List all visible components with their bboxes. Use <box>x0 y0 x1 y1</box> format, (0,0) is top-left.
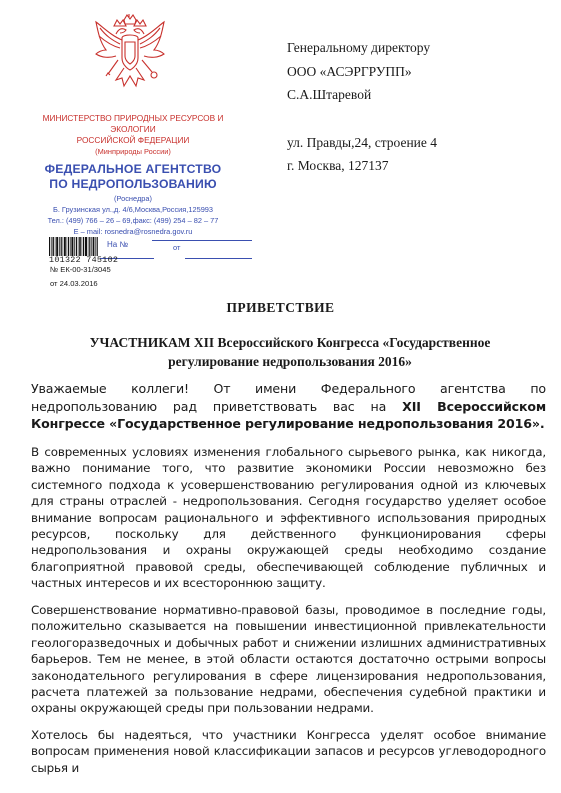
agency-phones: Тел.: (499) 766 – 26 – 69,факс: (499) 254 – 82 – 77 <box>47 216 219 225</box>
ministry-abbr: (Минприроды России) <box>95 147 171 156</box>
subtitle-line2: регулирование недропользования 2016» <box>168 354 412 369</box>
paragraph-4: Хотелось бы надеяться, что участники Конгресса уделят особое внимание вопросам применения новой классификации запасов и ресурсов углеводородного сырья и <box>31 728 546 775</box>
agency-name <box>28 162 238 192</box>
addressee-position: Генеральному директору <box>287 40 431 55</box>
letterhead-block <box>28 113 238 237</box>
registration-date: от 24.03.2016 <box>50 279 98 288</box>
paragraph-greeting <box>31 380 546 433</box>
barcode <box>49 237 99 256</box>
addressee-address <box>287 131 437 177</box>
addressee-street: ул. Правды,24, строение 4 <box>287 135 438 150</box>
document-subtitle <box>70 333 510 371</box>
ministry-name-line1: МИНИСТЕРСТВО ПРИРОДНЫХ РЕСУРСОВ И ЭКОЛОГИИ <box>42 113 224 134</box>
agency-email: E – mail: rosnedra@rosnedra.gov.ru <box>73 227 193 236</box>
coat-of-arms-emblem <box>92 14 168 100</box>
addressee <box>287 36 430 107</box>
ref-date-line <box>185 249 252 259</box>
agency-name-line1: ФЕДЕРАЛЬНОЕ АГЕНТСТВО <box>44 162 222 176</box>
paragraph-2: В современных условиях изменения глобального сырьевого рынка, как никогда, важно понимание того, что развитие экономики России невозможно без системного подхода к усовершенствованию регулирования одной из ключевых для страны отраслей - недропользования. Сегодня государство уделяет особое внимание вопросам рационального и эффективного использования природных ресурсов, поскольку для действенного функционирования сферы недропользования и охраны окружающей среды необходимо создание благоприятной правовой среды, обеспечивающей соблюдение публичных и частных интересов и их всестороннюю защиту. <box>31 445 546 591</box>
ref-na-label: На № <box>107 240 129 249</box>
paragraph-3: Совершенствование нормативно-правовой базы, проводимое в последние годы, положительно сказывается на повышении инвестиционной привлекательности геологоразведочных и добычных работ и снижении излишних административных барьеров. Тем не менее, в этой области остаются достаточно острыми вопросы законодательного регулирования в сфере лицензирования недропользования, расчета платежей за пользование недрами, обеспечения судебной практики и охраны окружающей среды при пользовании недрами. <box>31 603 546 716</box>
addressee-city: г. Москва, 127137 <box>287 158 389 173</box>
agency-address: Б. Грузинская ул.,д. 4/6,Москва,Россия,125993 <box>52 205 214 214</box>
registration-number: № ЕК-00-31/3045 <box>50 265 111 274</box>
ministry-name-line2: РОССИЙСКОЙ ФЕДЕРАЦИИ <box>76 135 190 145</box>
subtitle-line1: УЧАСТНИКАМ XII Всероссийского Конгресса «Государственное <box>89 335 491 350</box>
paragraph-greeting-lead: Уважаемые коллеги! От имени Федерального агентства по недропользованию рад приветствовать вас на <box>31 381 546 414</box>
addressee-name: С.А.Штаревой <box>287 87 372 102</box>
addressee-company: ООО «АСЭРГРУПП» <box>287 63 412 79</box>
agency-name-line2: ПО НЕДРОПОЛЬЗОВАНИЮ <box>49 177 217 191</box>
document-title: ПРИВЕТСТВИЕ <box>226 300 335 315</box>
ref-ot-label: от <box>173 243 181 252</box>
paragraph-greeting-congress: XII Всероссийском Конгрессе «Государственное регулирование недропользования 2016». <box>31 398 546 431</box>
barcode-number: 101322 745102 <box>49 255 119 265</box>
ref-number-line <box>152 231 252 241</box>
agency-abbr: (Роснедра) <box>114 194 152 203</box>
